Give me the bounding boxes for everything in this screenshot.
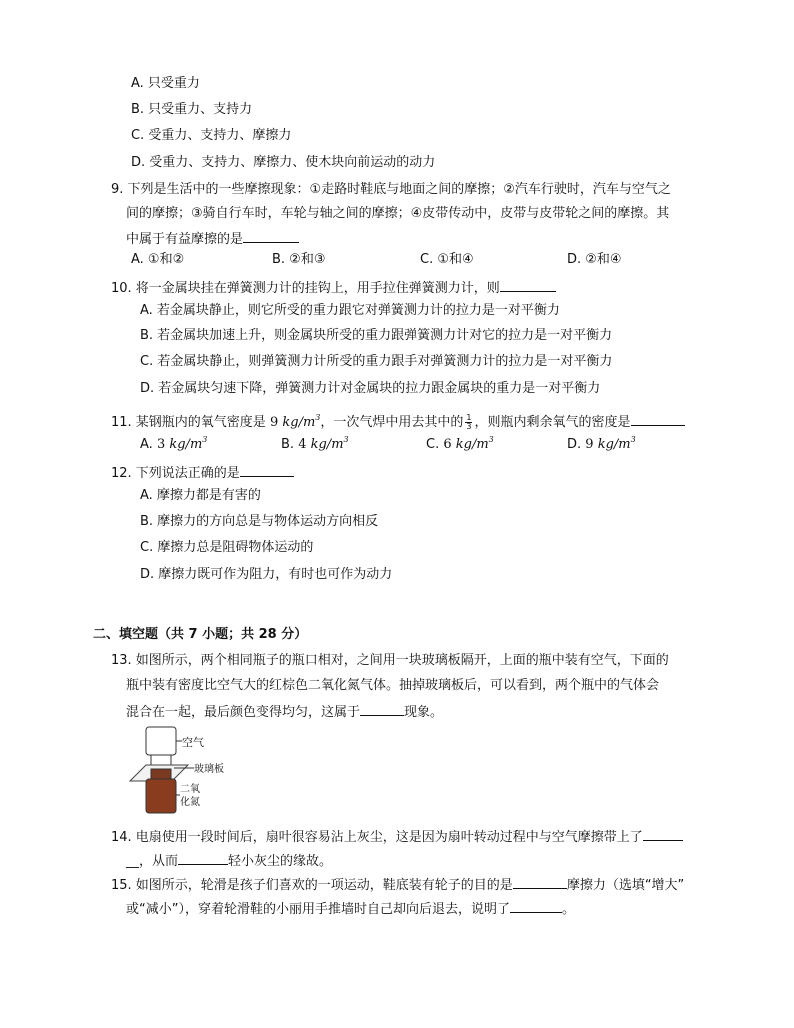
- q15-line-2-text: 或“减小”），穿着轮滑鞋的小丽用手推墙时自己却向后退去，说明了: [126, 902, 510, 917]
- q10-stem: [111, 277, 556, 298]
- answer-blank[interactable]: [360, 701, 404, 716]
- q13-line-2: 瓶中装有密度比空气大的红棕色二氧化氮气体。抽掉玻璃板后，可以看到，两个瓶中的气体会: [126, 678, 660, 693]
- q8-option-d: D. 受重力、支持力、摩擦力、使木块向前运动的动力: [131, 155, 436, 170]
- q14-line-2: [126, 850, 332, 871]
- q15-line-1-text: 15. 如图所示，轮滑是孩子们喜欢的一项运动，鞋底装有轮子的目的是: [111, 878, 513, 893]
- q11-stem-b: ，一次气焊中用去其中的: [320, 415, 464, 430]
- q8-option-c: C. 受重力、支持力、摩擦力: [131, 128, 292, 143]
- label-no2-2: 化氮: [180, 797, 200, 808]
- q11-option-b: B. 4 $kg/m^3$: [281, 435, 349, 452]
- q9-line-3: [126, 228, 299, 249]
- q15-line-1-end: 摩擦力（选填“增大”: [566, 878, 685, 893]
- q13-line-1: 13. 如图所示，两个相同瓶子的瓶口相对，之间用一块玻璃板隔开，上面的瓶中装有空气，下面的: [111, 653, 669, 668]
- q15-line-2-end: 。: [561, 902, 575, 917]
- q14-line-1-text: 14. 电扇使用一段时间后，扇叶很容易沾上灰尘，这是因为扇叶转动过程中与空气摩擦带上了: [111, 830, 643, 845]
- q12-stem-text: 12. 下列说法正确的是: [111, 466, 240, 481]
- q12-option-a: A. 摩擦力都是有害的: [140, 488, 261, 503]
- q11-stem-c: ，则瓶内剩余氧气的密度是: [474, 415, 631, 430]
- label-no2-1: 二氧: [180, 784, 200, 795]
- answer-blank[interactable]: [643, 826, 683, 841]
- q9-line-1: 9. 下列是生活中的一些摩擦现象：①走路时鞋底与地面之间的摩擦；②汽车行驶时，汽车与空气之: [111, 182, 671, 197]
- no2-bottle: [146, 779, 176, 813]
- answer-blank[interactable]: [513, 874, 567, 889]
- q11-option-d: D. 9 $kg/m^3$: [567, 435, 636, 452]
- q9-option-d: D. ②和④: [567, 252, 622, 267]
- q9-option-a: A. ①和②: [131, 252, 185, 267]
- q12-option-c: C. 摩擦力总是阻碍物体运动的: [140, 540, 314, 555]
- q9-option-c: C. ①和④: [420, 252, 474, 267]
- q9-option-b: B. ②和③: [272, 252, 326, 267]
- q11-stem: [111, 411, 685, 432]
- q10-option-d: D. 若金属块匀速下降，弹簧测力计对金属块的拉力跟金属块的重力是一对平衡力: [140, 381, 601, 396]
- q10-option-b: B. 若金属块加速上升，则金属块所受的重力跟弹簧测力计对它的拉力是一对平衡力: [140, 328, 613, 343]
- section-heading: 二、填空题（共 7 小题；共 28 分）: [93, 627, 308, 642]
- answer-blank[interactable]: [500, 277, 556, 292]
- q11-option-a: A. 3 $kg/m^3$: [140, 435, 208, 452]
- answer-blank[interactable]: [240, 462, 294, 477]
- diffusion-figure: [122, 721, 252, 819]
- q14-line-2-start: __，从而: [126, 854, 179, 869]
- q15-line-1: [111, 874, 684, 895]
- q13-line-3-end: 现象。: [404, 705, 444, 720]
- q14-line-1: [111, 826, 683, 847]
- q14-line-2-end: 轻小灰尘的缘故。: [228, 854, 333, 869]
- q12-stem: [111, 462, 294, 483]
- q8-option-b: B. 只受重力、支持力: [131, 102, 253, 117]
- q13-line-3: [126, 701, 443, 722]
- q10-option-c: C. 若金属块静止，则弹簧测力计所受的重力跟手对弹簧测力计的拉力是一对平衡力: [140, 354, 613, 369]
- answer-blank[interactable]: [510, 898, 562, 913]
- q13-line-3-text: 混合在一起，最后颜色变得均匀，这属于: [126, 705, 361, 720]
- answer-blank[interactable]: [178, 850, 228, 865]
- q9-stem-text: 中属于有益摩擦的是: [126, 232, 244, 247]
- q12-option-b: B. 摩擦力的方向总是与物体运动方向相反: [140, 514, 379, 529]
- air-bottle: [146, 727, 176, 755]
- q8-option-a: A. 只受重力: [131, 76, 200, 91]
- label-air: 空气: [182, 736, 204, 749]
- q12-option-d: D. 摩擦力既可作为阻力，有时也可作为动力: [140, 567, 393, 582]
- q10-option-a: A. 若金属块静止，则它所受的重力跟它对弹簧测力计的拉力是一对平衡力: [140, 303, 560, 318]
- q11-stem-a: 11. 某钢瓶内的氧气密度是: [111, 415, 270, 430]
- q11-option-c: C. 6 $kg/m^3$: [426, 435, 494, 452]
- q15-line-2: [126, 898, 575, 919]
- answer-blank[interactable]: [243, 228, 299, 243]
- fraction-one-third: $\frac{1}{3}$: [466, 413, 472, 431]
- answer-blank[interactable]: [631, 411, 685, 426]
- q10-stem-text: 10. 将一金属块挂在弹簧测力计的挂钩上，用手拉住弹簧测力计，则: [111, 281, 500, 296]
- q9-line-2: 间的摩擦；③骑自行车时，车轮与轴之间的摩擦；④皮带传动中，皮带与皮带轮之间的摩擦。其: [126, 206, 670, 221]
- density-value: 9 $kg/m^3$: [269, 413, 321, 430]
- label-glass: 玻璃板: [194, 764, 224, 775]
